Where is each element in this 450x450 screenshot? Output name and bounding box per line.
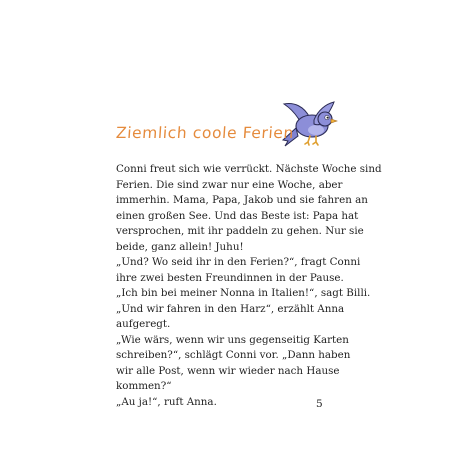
text-line: wir alle Post, wenn wir wieder nach Hause <box>116 364 340 377</box>
text-line: schreiben?“, schlägt Conni vor. „Dann haben <box>116 349 351 361</box>
text-line: Ferien. Die sind zwar nur eine Woche, aber <box>116 178 343 191</box>
text-line: versprochen, mit ihr paddeln zu gehen. Nur sie <box>116 225 364 237</box>
text-line: beide, ganz allein! Juhu! <box>116 240 244 253</box>
text-line: „Ich bin bei meiner Nonna in Italien!“, sagt Billi. <box>116 287 371 299</box>
chapter-title: Ziemlich coole Ferien <box>115 124 295 142</box>
story-text <box>116 162 382 410</box>
text-line: ihre zwei besten Freundinnen in der Pause. <box>116 271 344 284</box>
text-line: „Au ja!“, ruft Anna. <box>116 395 217 408</box>
text-line: immerhin. Mama, Papa, Jakob und sie fahren an <box>116 194 368 206</box>
text-line: „Wie wärs, wenn wir uns gegenseitig Karten <box>116 333 349 346</box>
text-line: kommen?“ <box>116 380 172 392</box>
text-line: Conni freut sich wie verrückt. Nächste Woche sind <box>116 163 382 175</box>
text-line: „Und wir fahren in den Harz“, erzählt Anna <box>116 302 345 315</box>
text-line: aufgeregt. <box>116 318 171 330</box>
text-line: einen großen See. Und das Beste ist: Papa hat <box>116 209 359 222</box>
text-line: „Und? Wo seid ihr in den Ferien?“, fragt Conni <box>116 256 361 268</box>
page-number: 5 <box>316 398 323 410</box>
